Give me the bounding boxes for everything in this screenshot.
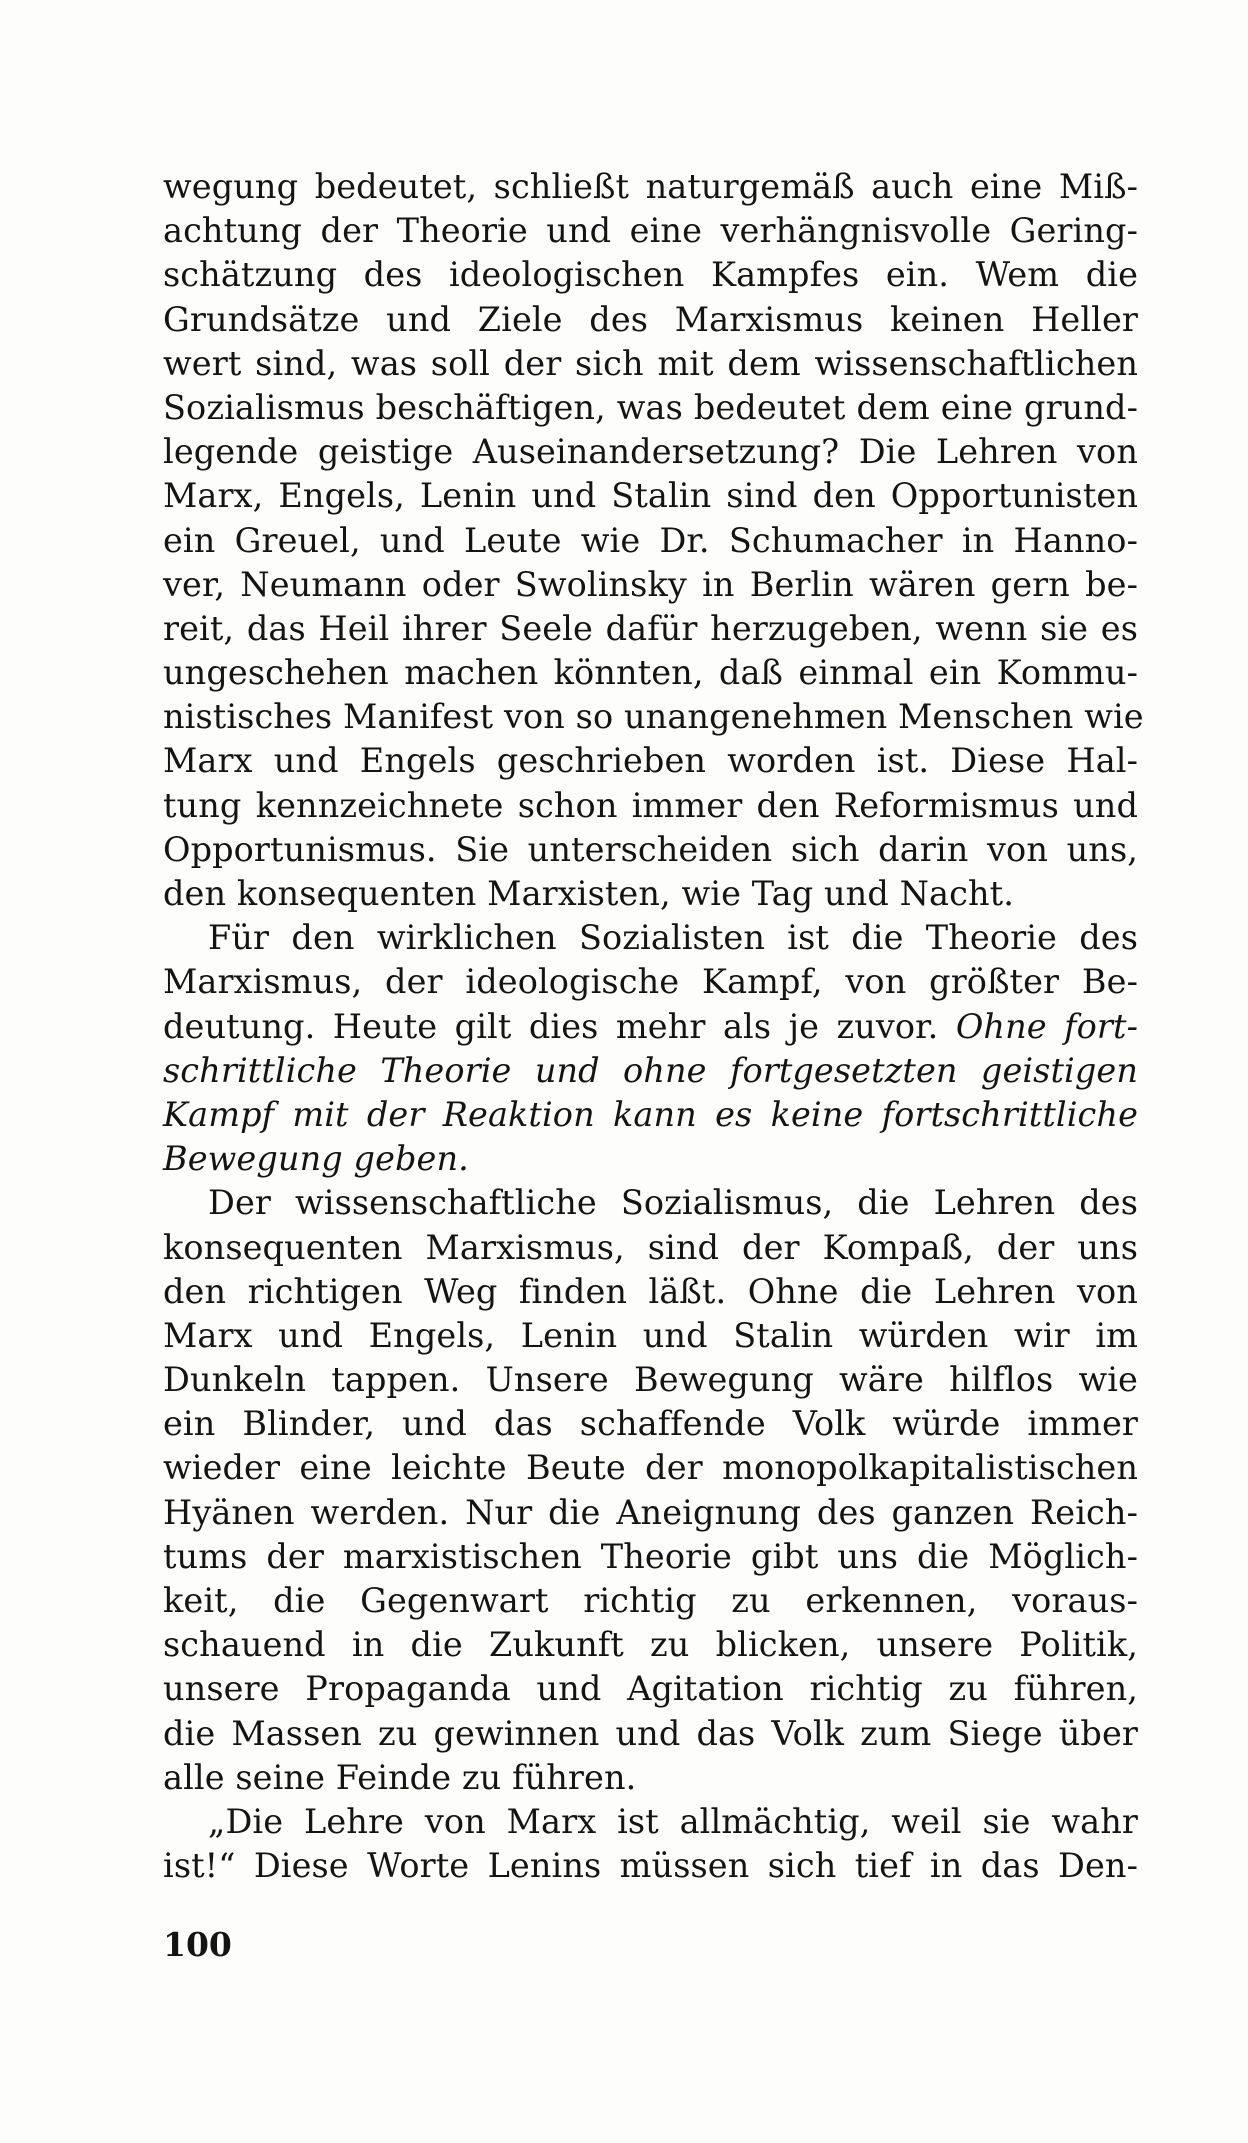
emphasis-line: Kampf mit der Reaktion kann es keine fortschrittliche (163, 1094, 1138, 1134)
text-line: legende geistige Auseinandersetzung? Die Lehren von (163, 432, 1138, 472)
text-line: Sozialismus beschäftigen, was bedeutet dem eine grund- (163, 387, 1138, 427)
text-line: Opportunismus. Sie unterscheiden sich darin von uns, (163, 829, 1138, 869)
text-line-mixed (163, 1005, 1138, 1049)
emphasis-segment: Ohne fort- (955, 1006, 1139, 1046)
text-line: Marxismus, der ideologische Kampf, von größter Be- (163, 962, 1138, 1002)
text-line: nistisches Manifest von so unangenehmen Menschen wie (163, 697, 1144, 737)
text-line: tung kennzeichnete schon immer den Reformismus und (163, 785, 1138, 825)
text-line: Hyänen werden. Nur die Aneignung des ganzen Reich- (163, 1492, 1138, 1532)
text-line: Marx und Engels, Lenin und Stalin würden wir im (163, 1315, 1138, 1355)
page-number: 100 (163, 1925, 232, 1964)
text-line: die Massen zu gewinnen und das Volk zum Siege über (163, 1713, 1138, 1753)
text-line: Der wissenschaftliche Sozialismus, die Lehren des (208, 1183, 1138, 1223)
text-line: Marx und Engels geschrieben worden ist. Diese Hal- (163, 741, 1138, 781)
text-line: ein Greuel, und Leute wie Dr. Schumacher in Hanno- (163, 520, 1138, 560)
text-line: tums der marxistischen Theorie gibt uns die Möglich- (163, 1536, 1138, 1576)
text-line: wert sind, was soll der sich mit dem wissenschaftlichen (163, 343, 1138, 383)
text-line: wieder eine leichte Beute der monopolkapitalistischen (163, 1448, 1138, 1488)
text-line: Marx, Engels, Lenin und Stalin sind den Opportunisten (163, 476, 1138, 516)
text-line: keit, die Gegenwart richtig zu erkennen, voraus- (163, 1581, 1138, 1620)
text-line: unsere Propaganda und Agitation richtig zu führen, (163, 1669, 1138, 1709)
text-line: reit, das Heil ihrer Seele dafür herzugeben, wenn sie es (163, 608, 1138, 648)
text-line: schätzung des ideologischen Kampfes ein. Wem die (163, 255, 1138, 295)
text-line: wegung bedeutet, schließt naturgemäß auch eine Miß- (163, 167, 1138, 206)
text-line: den konsequenten Marxisten, wie Tag und Nacht. (163, 874, 1014, 913)
text-line: den richtigen Weg finden läßt. Ohne die Lehren von (163, 1271, 1138, 1311)
text-line: Grundsätze und Ziele des Marxismus keinen Heller (163, 299, 1138, 339)
text-segment: deutung. Heute gilt dies mehr als je zuvor. (163, 1006, 939, 1046)
text-line: achtung der Theorie und eine verhängnisvolle Gering- (163, 211, 1138, 251)
body-text (163, 165, 1144, 1888)
text-line: ver, Neumann oder Swolinsky in Berlin wären gern be- (163, 564, 1138, 604)
emphasis-line: schrittliche Theorie und ohne fortgesetzten geistigen (163, 1050, 1138, 1090)
text-line: ein Blinder, und das schaffende Volk würde immer (163, 1404, 1138, 1444)
text-line: schauend in die Zukunft zu blicken, unsere Politik, (163, 1625, 1138, 1665)
emphasis-line: Bewegung geben. (163, 1139, 469, 1179)
text-line: ist!“ Diese Worte Lenins müssen sich tief in das Den- (163, 1846, 1138, 1886)
text-line: alle seine Feinde zu führen. (163, 1757, 637, 1797)
text-line: Für den wirklichen Sozialisten ist die Theorie des (208, 918, 1138, 958)
text-line: ungeschehen machen könnten, daß einmal ein Kommu- (163, 653, 1138, 693)
text-line: „Die Lehre von Marx ist allmächtig, weil sie wahr (208, 1801, 1138, 1841)
text-line: Dunkeln tappen. Unsere Bewegung wäre hilflos wie (163, 1360, 1138, 1400)
text-line: konsequenten Marxismus, sind der Kompaß, der uns (163, 1227, 1138, 1267)
